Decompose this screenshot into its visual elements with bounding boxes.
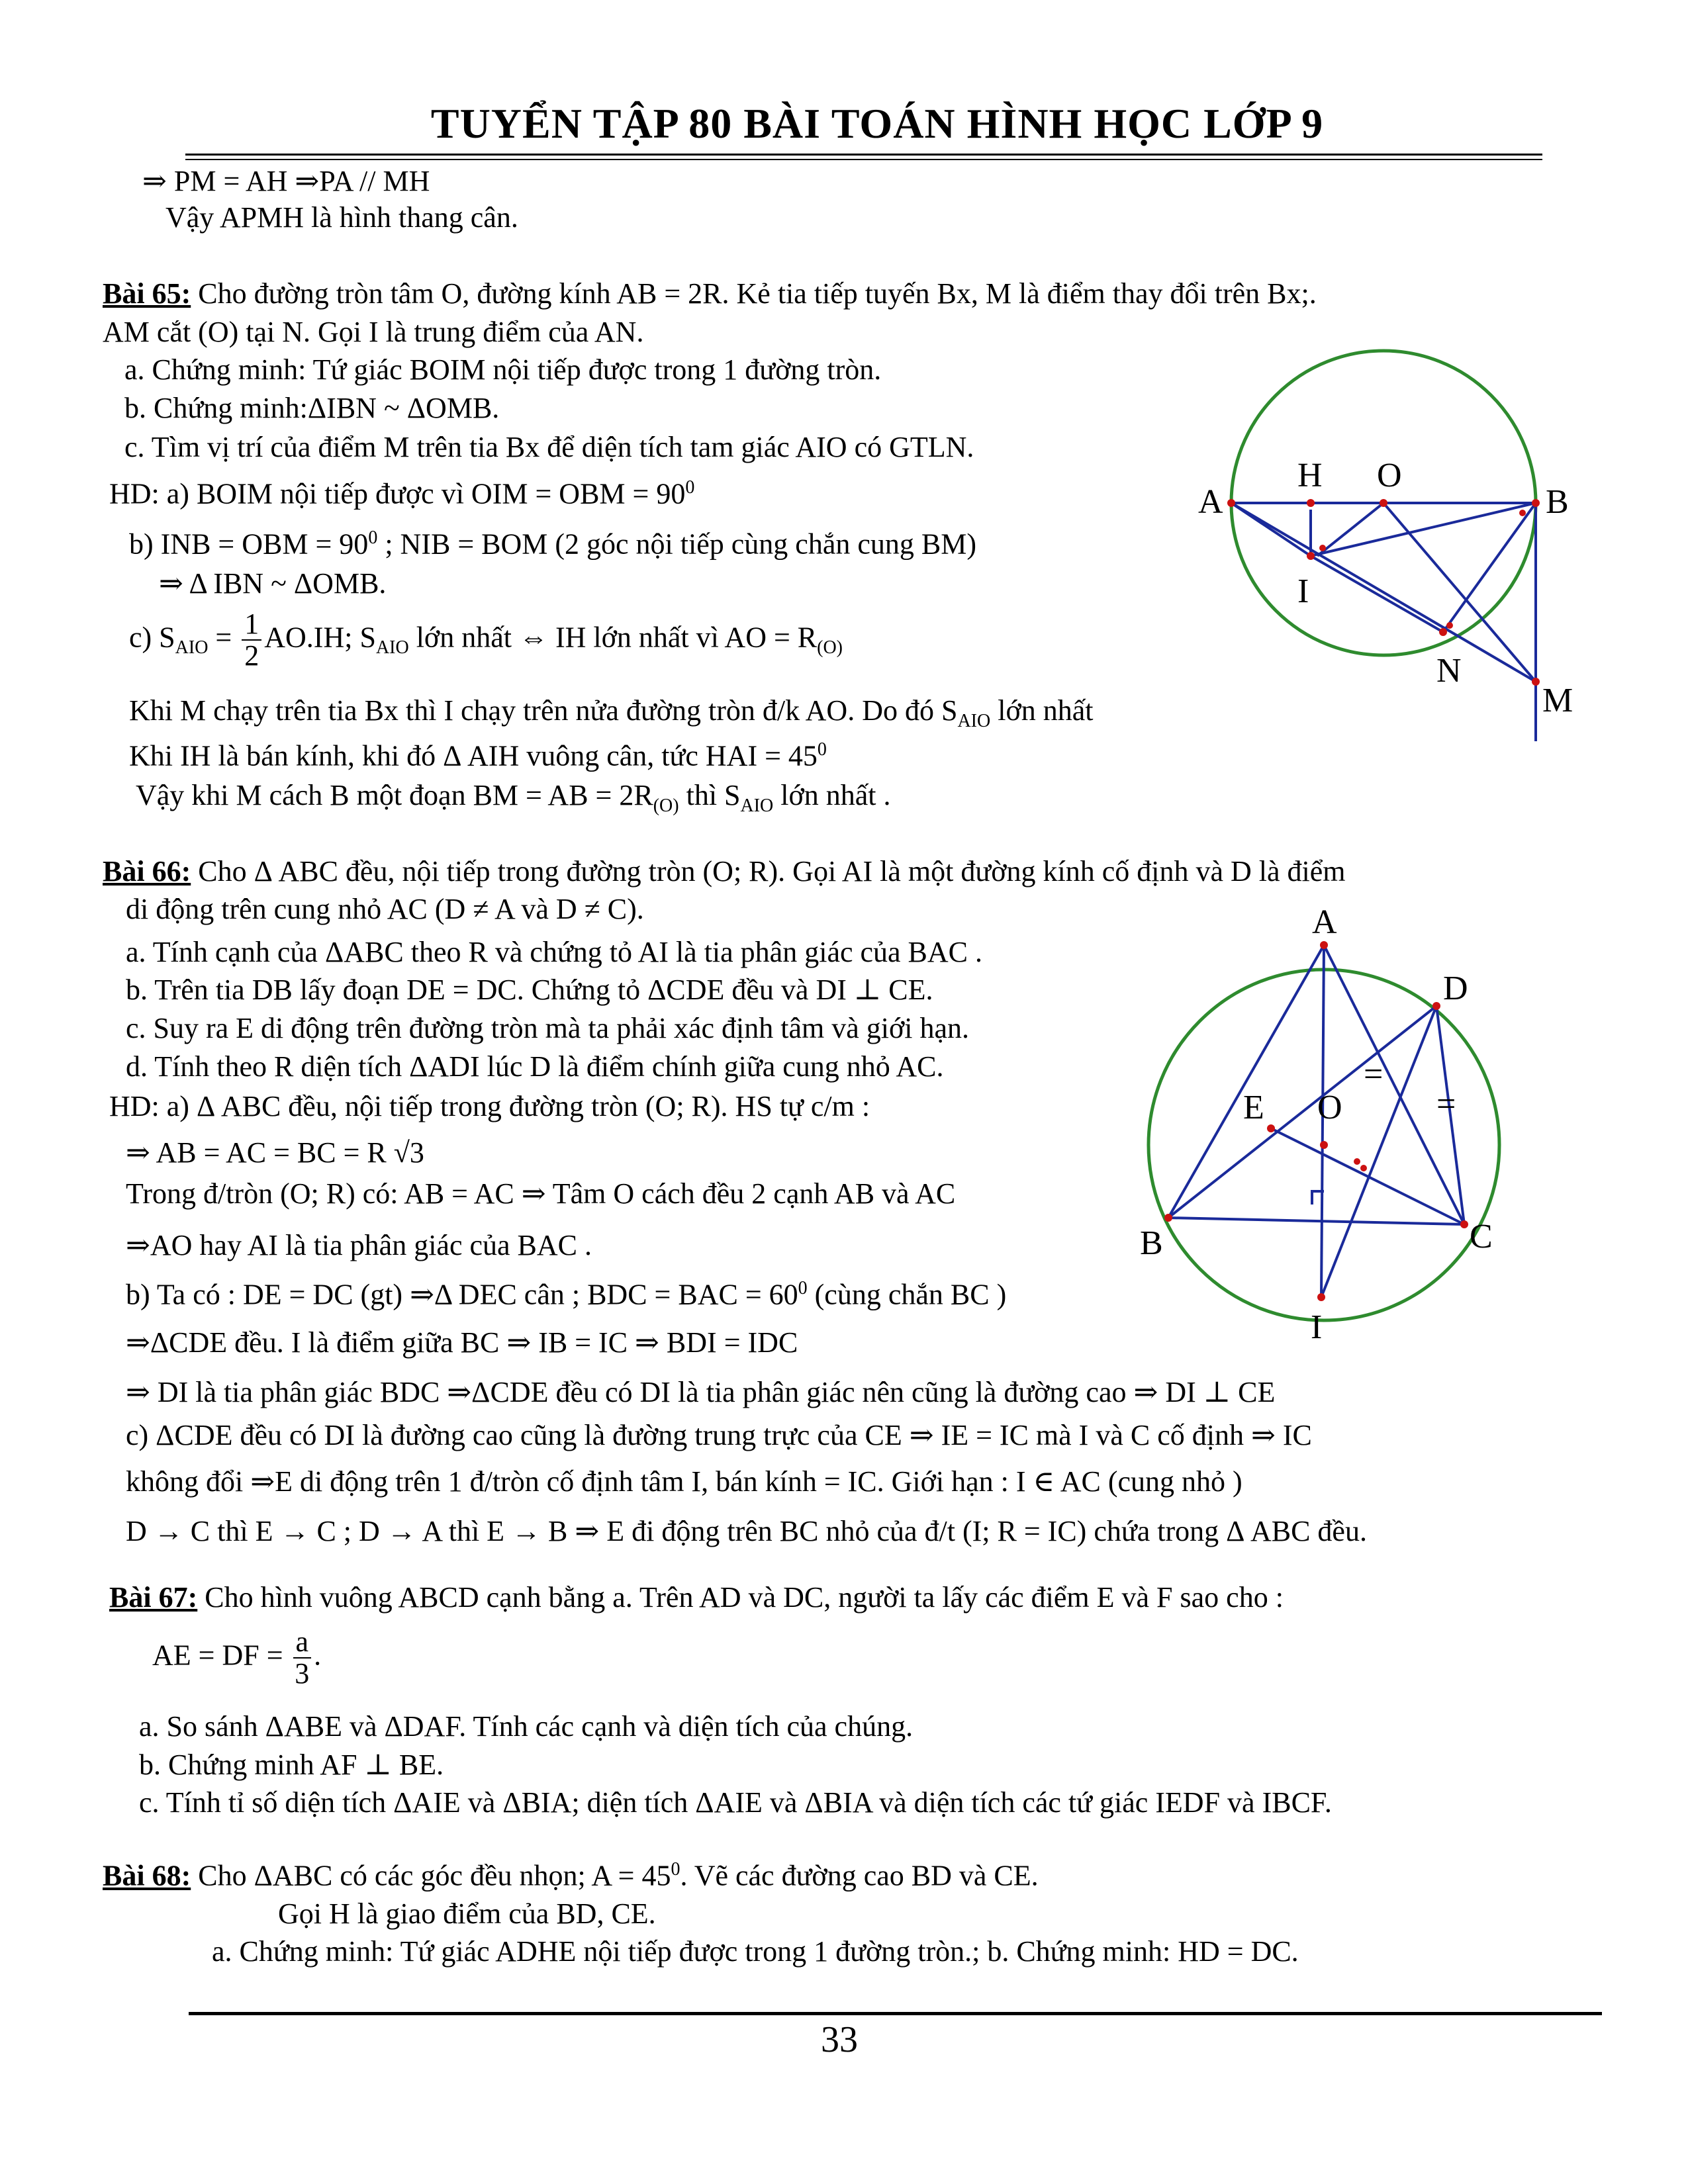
b65-question-c: c. Tìm vị trí của điểm M trên tia Bx để diện tích tam giác AIO có GTLN.: [124, 431, 974, 463]
b66-question-a: a. Tính cạnh của ΔABC theo R và chứng tỏ AI là tia phân giác của BAC .: [126, 936, 983, 968]
b66-stem-text: Cho Δ ABC đều, nội tiếp trong đường tròn (O; R). Gọi AI là một đường kính cố định và D là điểm: [191, 855, 1346, 887]
header-rule: [185, 154, 1542, 156]
label-e: E: [1243, 1089, 1264, 1126]
degree-sup: 0: [368, 527, 378, 548]
point-n: [1439, 628, 1447, 636]
point-m: [1532, 678, 1540, 686]
b66-hint-1: HD: a) Δ ABC đều, nội tiếp trong đường tròn (O; R). HS tự c/m :: [109, 1090, 870, 1122]
label-n: N: [1436, 652, 1462, 690]
page-number: 33: [821, 2019, 858, 2060]
b66-hint-10: D → C thì E → C ; D → A thì E → B ⇒ E đi động trên BC nhỏ của đ/t (I; R = IC) chứa trong Δ ABC đều.: [126, 1515, 1367, 1547]
b65-hint-a: [109, 478, 694, 510]
segment-bc: [1168, 1218, 1464, 1224]
b66-hint-5: [126, 1279, 1006, 1311]
right-angle-marker-b: [1519, 510, 1526, 516]
b65-hint-c-s: c) S: [129, 621, 175, 654]
b65-stem-text: Cho đường tròn tâm O, đường kính AB = 2R. Kẻ tia tiếp tuyến Bx, M là điểm thay đổi trên Bx;.: [191, 277, 1317, 310]
point-a: [1320, 941, 1328, 949]
fraction-denominator: 2: [244, 639, 259, 672]
point-o: [1320, 1141, 1328, 1149]
segment-bd: [1168, 1006, 1436, 1218]
b65-hint-c3: [129, 740, 827, 772]
b65-stem-1: [103, 278, 1317, 310]
label-o: O: [1317, 1089, 1342, 1126]
b67-eq-pre: AE = DF =: [152, 1639, 291, 1672]
b66-hint-7: ⇒ DI là tia phân giác BDC ⇒ΔCDE đều có DI là tia phân giác nên cũng là đường cao ⇒ DI ⊥ CE: [126, 1376, 1276, 1408]
label-b: B: [1140, 1224, 1163, 1262]
b65-hint-c4-text: Vậy khi M cách B một đoạn BM = AB = 2R: [136, 779, 653, 811]
point-c: [1460, 1220, 1468, 1228]
b66-hint-5-rest: (cùng chắn BC ): [807, 1278, 1007, 1311]
b68-stem-rest: . Vẽ các đường cao BD và CE.: [680, 1859, 1039, 1892]
label-c: C: [1470, 1218, 1493, 1255]
label-a: A: [1312, 903, 1337, 941]
point-b: [1164, 1214, 1172, 1222]
b66-question-d: d. Tính theo R diện tích ΔADI lúc D là điểm chính giữa cung nhỏ AC.: [126, 1050, 944, 1083]
label-h: H: [1297, 457, 1323, 494]
b67-question-c: c. Tính tỉ số diện tích ΔAIE và ΔBIA; diện tích ΔAIE và ΔBIA và diện tích các tứ giác IEDF và IBCF.: [139, 1786, 1332, 1819]
equals: =: [208, 621, 240, 654]
b66-question-b: b. Trên tia DB lấy đoạn DE = DC. Chứng tỏ ΔCDE đều và DI ⊥ CE.: [126, 974, 933, 1006]
b66-question-c: c. Suy ra E di động trên đường tròn mà ta phải xác định tâm và giới hạn.: [126, 1012, 969, 1044]
point-i: [1307, 552, 1315, 560]
segment-ai: [1231, 503, 1311, 556]
label-b: B: [1546, 483, 1569, 521]
point-d: [1432, 1002, 1440, 1010]
b65-hint-b-conclusion: ⇒ Δ IBN ~ ΔOMB.: [159, 567, 387, 600]
b66-hint-6: ⇒ΔCDE đều. I là điểm giữa BC ⇒ IB = IC ⇒ BDI = IDC: [126, 1326, 798, 1359]
segment-in: [1311, 556, 1443, 632]
b65-hint-c2: [129, 695, 1093, 732]
figure-bai-65: [1112, 331, 1575, 754]
fraction-denominator: 3: [295, 1657, 310, 1690]
fraction-one-half: [242, 609, 261, 671]
right-angle-marker-n: [1446, 622, 1453, 629]
b66-hint-9: không đổi ⇒E di động trên 1 đ/tròn cố định tâm I, bán kính = IC. Giới hạn : I ∈ AC (cung nhỏ ): [126, 1465, 1243, 1498]
b65-hint-c2-text: Khi M chạy trên tia Bx thì I chạy trên nửa đường tròn đ/k AO. Do đó S: [129, 694, 958, 727]
b65-question-a: a. Chứng minh: Tứ giác BOIM nội tiếp được trong 1 đường tròn.: [124, 353, 882, 386]
point-b: [1532, 499, 1540, 507]
header-rule-thin: [185, 159, 1542, 160]
point-o: [1380, 499, 1387, 507]
b65-hint-c4: [136, 780, 891, 817]
point-h: [1307, 499, 1315, 507]
subscript-aio: AIO: [375, 637, 409, 659]
b68-line-2: Gọi H là giao điểm của BD, CE.: [278, 1897, 656, 1930]
b65-hint-c3-text: Khi IH là bán kính, khi đó Δ AIH vuông cân, tức HAI = 45: [129, 739, 818, 772]
fraction-numerator: a: [293, 1627, 312, 1659]
b67-equation: [152, 1627, 321, 1689]
b65-stem-2: AM cắt (O) tại N. Gọi I là trung điểm của AN.: [103, 316, 644, 348]
figure-bai-66: [1125, 900, 1542, 1357]
b68-label: Bài 68:: [103, 1859, 191, 1892]
b65-question-b: b. Chứng minh:ΔIBN ~ ΔOMB.: [124, 392, 500, 424]
equal-mark-2: =: [1436, 1085, 1456, 1123]
right-angle-marker-2: [1360, 1165, 1367, 1171]
b68-line-3: a. Chứng minh: Tứ giác ADHE nội tiếp được trong 1 đường tròn.; b. Chứng minh: HD = DC.: [212, 1935, 1299, 1968]
b66-stem-1: [103, 856, 1346, 887]
label-a: A: [1198, 483, 1223, 521]
subscript-aio: AIO: [740, 795, 774, 816]
subscript-aio: AIO: [175, 637, 209, 659]
page-title: TUYỂN TẬP 80 BÀI TOÁN HÌNH HỌC LỚP 9: [430, 100, 1324, 147]
fraction-numerator: 1: [242, 609, 261, 641]
b66-hint-5-text: b) Ta có : DE = DC (gt) ⇒Δ DEC cân ; BDC = BAC = 60: [126, 1278, 798, 1311]
subscript-o: (O): [653, 795, 679, 816]
b66-hint-2: ⇒ AB = AC = BC = R √3: [126, 1136, 424, 1169]
label-d: D: [1443, 970, 1468, 1007]
right-angle-marker-1: [1354, 1158, 1360, 1165]
degree-sup: 0: [798, 1278, 808, 1298]
b65-hint-a-text: HD: a) BOIM nội tiếp được vì OIM = OBM = 90: [109, 477, 686, 510]
b66-label: Bài 66:: [103, 855, 191, 887]
point-i: [1317, 1293, 1325, 1301]
b68-stem: [103, 1860, 1039, 1892]
b66-stem-2: di động trên cung nhỏ AC (D ≠ A và D ≠ C).: [126, 893, 644, 925]
label-i: I: [1311, 1308, 1323, 1346]
b65-hint-c2-end: lớn nhất: [990, 694, 1094, 727]
label-o: O: [1377, 457, 1402, 494]
b67-question-b: b. Chứng minh AF ⊥ BE.: [139, 1749, 444, 1781]
degree-sup: 0: [817, 739, 827, 760]
footer-rule: [189, 2012, 1602, 2015]
prev-line-2: Vậy APMH là hình thang cân.: [165, 201, 518, 234]
point-e: [1267, 1124, 1275, 1132]
b65-hint-b-rest: ; NIB = BOM (2 góc nội tiếp cùng chắn cung BM): [377, 527, 976, 561]
b67-stem-text: Cho hình vuông ABCD cạnh bằng a. Trên AD và DC, người ta lấy các điểm E và F sao cho :: [197, 1581, 1284, 1614]
equal-mark-1: =: [1364, 1056, 1383, 1093]
segment-io: [1317, 503, 1383, 556]
b66-hint-4: ⇒AO hay AI là tia phân giác của BAC .: [126, 1229, 592, 1261]
b67-question-a: a. So sánh ΔABE và ΔDAF. Tính các cạnh và diện tích của chúng.: [139, 1710, 914, 1743]
b66-hint-3: Trong đ/tròn (O; R) có: AB = AC ⇒ Tâm O cách đều 2 cạnh AB và AC: [126, 1177, 956, 1210]
b65-hint-c4-mid: thì S: [679, 779, 741, 811]
b65-hint-c-end: lớn nhất ⇔ IH lớn nhất vì AO = R: [408, 621, 818, 654]
b65-label: Bài 65:: [103, 277, 191, 310]
b65-hint-b: [129, 528, 976, 561]
subscript-aio: AIO: [957, 710, 991, 731]
b67-eq-post: .: [314, 1639, 322, 1672]
fraction-a-over-3: [293, 1627, 312, 1689]
prev-line-1: ⇒ PM = AH ⇒PA // MH: [142, 165, 430, 197]
right-angle-marker-i: [1319, 545, 1326, 551]
subscript-o: (O): [817, 637, 843, 659]
b65-hint-c: [129, 609, 843, 671]
degree-sup: 0: [685, 477, 695, 498]
b65-hint-c-mid: AO.IH; S: [264, 621, 376, 654]
label-m: M: [1542, 682, 1573, 719]
b68-stem-text: Cho ΔABC có các góc đều nhọn; A = 45: [191, 1859, 671, 1892]
segment-di: [1321, 1006, 1436, 1297]
point-a: [1227, 499, 1235, 507]
b65-hint-b-text: b) INB = OBM = 90: [129, 527, 369, 561]
b66-hint-8: c) ΔCDE đều có DI là đường cao cũng là đường trung trực của CE ⇒ IE = IC mà I và C cố định ⇒ IC: [126, 1419, 1312, 1451]
label-i: I: [1297, 572, 1309, 610]
b67-stem: [109, 1582, 1284, 1614]
b67-label: Bài 67:: [109, 1581, 198, 1614]
b65-hint-c4-end: lớn nhất .: [773, 779, 891, 811]
degree-sup: 0: [671, 1859, 680, 1880]
segment-ec: [1271, 1128, 1464, 1224]
